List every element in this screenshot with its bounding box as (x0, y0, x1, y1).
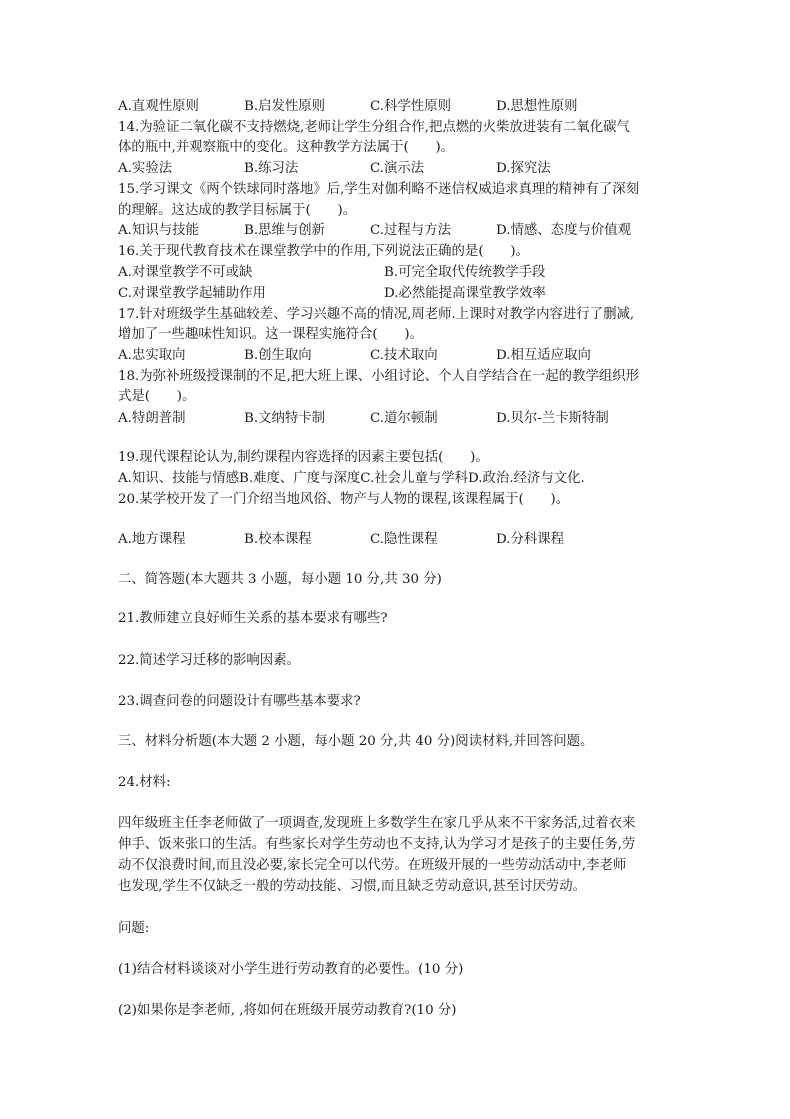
q16-option-b: B.可完全取代传统教学手段 (384, 265, 546, 280)
q14-stem-line-1: 14.为验证二氧化碳不支持燃烧,老师让学生分组合作,把点燃的火柴放进装有二氧化碳气 (118, 120, 630, 135)
q18-option-c: C.道尔顿制 (370, 411, 438, 426)
q17-option-c: C.技术取向 (370, 348, 438, 363)
q20-option-c: C.隐性课程 (370, 532, 438, 547)
q17-stem-line-1: 17.针对班级学生基础较差、学习兴趣不高的情况,周老师.上课时对教学内容进行了删减, (118, 307, 635, 322)
q18-stem-line-2: 式是( )。 (118, 389, 196, 404)
q13-option-a: A.直观性原则 (118, 99, 199, 114)
q16-option-a: A.对课堂教学不可或缺 (118, 265, 253, 280)
q14-option-a: A.实验法 (118, 161, 173, 176)
q24-label: 24.材料: (118, 775, 171, 790)
q16-option-d: D.必然能提高课堂教学效率 (384, 286, 546, 301)
q15-stem-line-1: 15.学习课文《两个铁球同时落地》后,学生对伽利略不迷信权威追求真理的精神有了深刻 (118, 182, 640, 197)
q15-option-d: D.情感、态度与价值观 (496, 223, 632, 238)
q14-option-c: C.演示法 (370, 161, 425, 176)
q19-stem: 19.现代课程论认为,制约课程内容选择的因素主要包括( )。 (118, 450, 489, 465)
q17-option-b: B.创生取向 (244, 348, 312, 363)
q15-option-c: C.过程与方法 (370, 223, 451, 238)
section-3-heading: 三、材料分析题(本大题 2 小题，每小题 20 分,共 40 分)阅读材料,并回答问题。 (118, 734, 594, 749)
q18-option-a: A.特朗普制 (118, 411, 186, 426)
q18-option-d: D.贝尔-兰卡斯特制 (496, 411, 609, 426)
material-line-2: 伸手、饭来张口的生活。有些家长对学生劳动也不支持,认为学习才是孩子的主要任务,劳 (118, 837, 636, 852)
q15-option-a: A.知识与技能 (118, 223, 199, 238)
q22-text: 22.简述学习迁移的影响因素。 (118, 653, 300, 668)
sub-question-1: (1)结合材料谈谈对小学生进行劳动教育的必要性。(10 分) (118, 962, 464, 977)
q15-option-b: B.思维与创新 (244, 223, 326, 238)
q18-stem-line-1: 18.为弥补班级授课制的不足,把大班上课、小组讨论、个人自学结合在一起的教学组织形 (118, 369, 640, 384)
q16-stem: 16.关于现代教育技术在课堂教学中的作用,下列说法正确的是( )。 (118, 244, 529, 259)
material-line-4: 也发现,学生不仅缺乏一般的劳动技能、习惯,而且缺乏劳动意识,甚至讨厌劳动。 (118, 879, 587, 894)
q13-option-c: C.科学性原则 (370, 99, 451, 114)
q15-stem-line-2: 的理解。这达成的教学目标属于( )。 (118, 203, 357, 218)
q14-stem-line-2: 体的瓶中,并观察瓶中的变化。这种教学方法属于( )。 (118, 140, 455, 155)
q20-option-d: D.分科课程 (496, 532, 565, 547)
q18-option-b: B.文纳特卡制 (244, 411, 326, 426)
material-line-3: 动不仅浪费时间,而且没必要,家长完全可以代劳。在班级开展的一些劳动活动中,李老师 (118, 858, 627, 873)
sub-question-2: (2)如果你是李老师, ,将如何在班级开展劳动教育?(10 分) (118, 1003, 457, 1018)
material-line-1: 四年级班主任李老师做了一项调查,发现班上多数学生在家几乎从来不干家务活,过着衣来 (118, 816, 636, 831)
section-2-heading: 二、简答题(本大题共 3 小题，每小题 10 分,共 30 分) (118, 572, 442, 587)
q17-option-d: D.相互适应取向 (496, 348, 591, 363)
q21-text: 21.教师建立良好师生关系的基本要求有哪些? (118, 611, 388, 626)
q20-option-b: B.校本课程 (244, 532, 312, 547)
q17-option-a: A.忠实取向 (118, 348, 186, 363)
q20-option-a: A.地方课程 (118, 532, 186, 547)
question-label: 问题: (118, 921, 150, 936)
q14-option-d: D.探究法 (496, 161, 551, 176)
q17-stem-line-2: 增加了一些趣味性知识。这一课程实施符合( )。 (118, 327, 424, 342)
q19-options: A.知识、技能与情感B.难度、广度与深度C.社会儿童与学科D.政治.经济与文化. (118, 471, 585, 486)
q13-option-d: D.思想性原则 (496, 99, 578, 114)
q14-option-b: B.练习法 (244, 161, 299, 176)
q23-text: 23.调查问卷的问题设计有哪些基本要求? (118, 694, 361, 709)
q13-option-b: B.启发性原则 (244, 99, 326, 114)
q20-stem: 20.某学校开发了一门介绍当地风俗、物产与人物的课程,该课程属于( )。 (118, 492, 570, 507)
q16-option-c: C.对课堂教学起辅助作用 (118, 286, 266, 301)
